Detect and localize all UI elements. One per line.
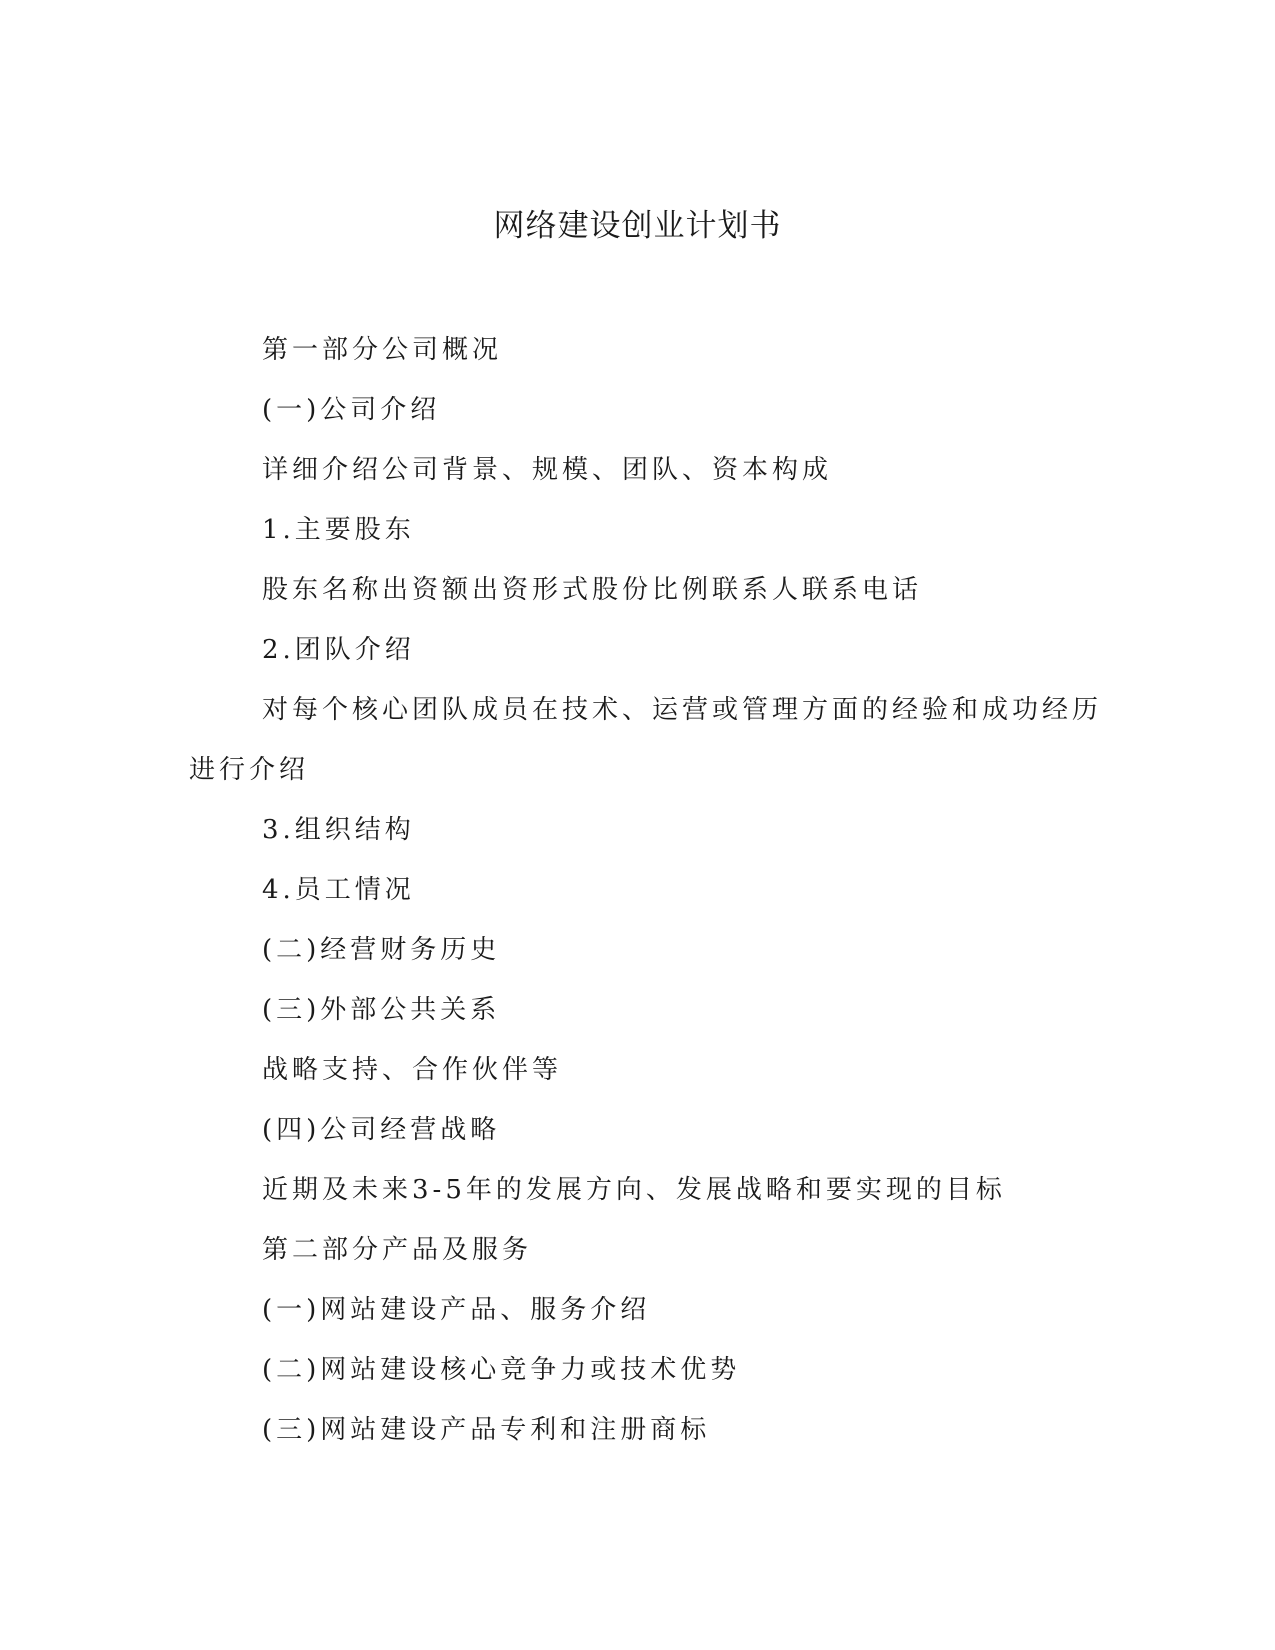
- subsection-business-strategy: (四)公司经营战略: [262, 1115, 501, 1145]
- item-org-structure: 3.组织结构: [262, 815, 415, 845]
- subsection-company-intro: (一)公司介绍: [262, 395, 441, 425]
- subsection-product-intro: (一)网站建设产品、服务介绍: [262, 1295, 651, 1325]
- section-heading-company-overview: 第一部分公司概况: [262, 335, 503, 365]
- paragraph-team-detail-continued: 进行介绍: [189, 755, 310, 785]
- document-title: 网络建设创业计划书: [493, 208, 782, 244]
- item-staff-status: 4.员工情况: [262, 875, 415, 905]
- subsection-patents-trademarks: (三)网站建设产品专利和注册商标: [262, 1415, 711, 1445]
- section-heading-products-services: 第二部分产品及服务: [262, 1235, 533, 1265]
- item-main-shareholders: 1.主要股东: [262, 515, 415, 545]
- item-team-intro: 2.团队介绍: [262, 635, 415, 665]
- paragraph-team-detail: 对每个核心团队成员在技术、运营或管理方面的经验和成功经历: [262, 695, 1103, 725]
- subsection-public-relations: (三)外部公共关系: [262, 995, 501, 1025]
- paragraph-strategy-detail: 近期及未来3-5年的发展方向、发展战略和要实现的目标: [262, 1175, 1006, 1205]
- subsection-core-competence: (二)网站建设核心竞争力或技术优势: [262, 1355, 741, 1385]
- paragraph-partners: 战略支持、合作伙伴等: [262, 1055, 563, 1085]
- paragraph-intro-detail: 详细介绍公司背景、规模、团队、资本构成: [262, 455, 833, 485]
- paragraph-shareholder-fields: 股东名称出资额出资形式股份比例联系人联系电话: [262, 575, 923, 605]
- subsection-financial-history: (二)经营财务历史: [262, 935, 501, 965]
